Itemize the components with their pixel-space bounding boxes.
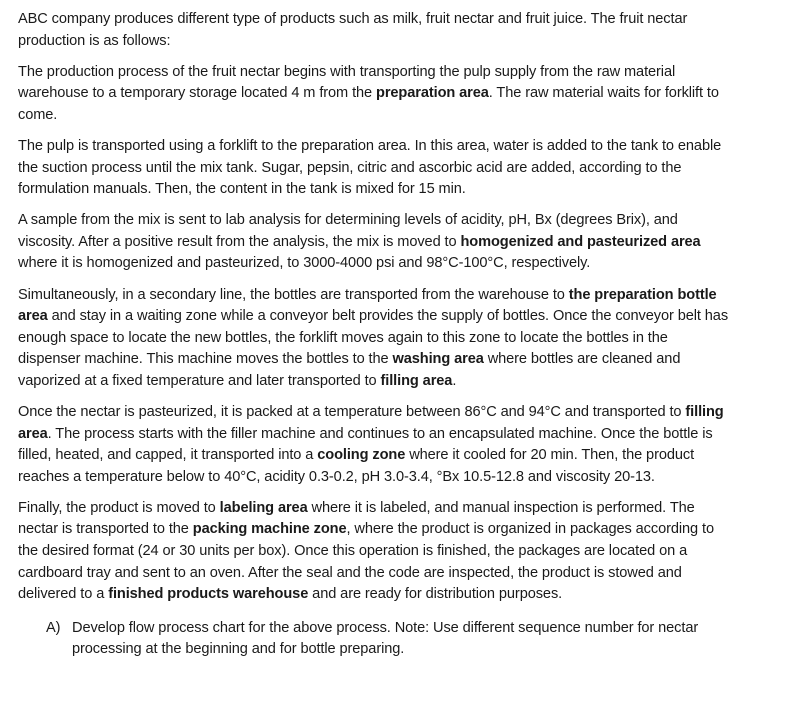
bold-term-preparation-area: preparation area xyxy=(376,85,489,102)
question-text: Develop flow process chart for the above process. Note: Use different sequence number for nectar processing at the beginning and for bottle preparing. xyxy=(72,619,699,658)
bold-term-filling-area: filling area xyxy=(18,404,724,442)
bold-term-labeling-area: labeling area xyxy=(219,499,308,516)
intro-paragraph xyxy=(18,9,732,52)
text-run: and are ready for distribution purposes. xyxy=(308,586,563,603)
paragraph-preparation xyxy=(18,136,732,201)
document-page xyxy=(18,9,732,671)
text-run: Finally, the product is moved to xyxy=(18,499,220,516)
text-run: Simultaneously, in a secondary line, the bottles are transported from the warehouse to xyxy=(18,286,569,303)
paragraph-lab-analysis xyxy=(18,210,732,275)
bold-term-finished-products-warehouse: finished products warehouse xyxy=(108,586,309,603)
text-run: where it is labeled, and manual inspection is performed. The nectar is transported to the xyxy=(18,499,695,538)
text-run: where bottles are cleaned and vaporized at a fixed temperature and later transported to xyxy=(18,351,681,389)
bold-term-filling-area: filling area xyxy=(380,372,453,389)
question-label: A) xyxy=(46,619,61,636)
text-run: Once the nectar is pasteurized, it is packed at a temperature between 86°C and 94°C and transported to xyxy=(18,404,686,420)
text-run: . The raw material waits for forklift to come. xyxy=(18,85,719,123)
text-run: where it is homogenized and pasteurized, to 3000-4000 psi and 98°C-100°C, respectively. xyxy=(18,255,591,272)
text-run: , where the product is organized in packages according to the desired format (24 or 30 units per box). Once this operation is finished, the packages are located on a cardboard tray and sent to an oven. After the seal and the code are inspected, the product is stowed and delivered to a xyxy=(18,521,714,603)
text-run: . xyxy=(452,372,457,389)
bold-term-cooling-zone: cooling zone xyxy=(317,447,406,464)
text-run: . The process starts with the filler machine and continues to an encapsulated machine. Once the bottle is filled, heated, and capped, it transported into a xyxy=(18,425,713,464)
paragraph-packing xyxy=(18,498,732,606)
text-run: The pulp is transported using a forklift to the preparation area. In this area, water is added to the tank to enable the suction process until the mix tank. Sugar, pepsin, citric and ascorbic acid are added, according to the formulation manuals. Then, the content in the tank is mixed for 15 min. xyxy=(18,137,722,198)
bold-term-washing-area: washing area xyxy=(392,351,484,368)
question-item xyxy=(18,618,732,671)
text-run: A sample from the mix is sent to lab analysis for determining levels of acidity, pH, Bx (degrees Brix), and viscosity. After a positive result from the analysis, the mix is moved to xyxy=(18,212,678,250)
text-run: and stay in a waiting zone while a conveyor belt provides the supply of bottles. Once the conveyor belt has enough space to locate the new bottles, the forklift moves again to this zone to locate the bottles in the dispenser machine. This machine moves the bottles to the xyxy=(18,308,729,368)
bold-term-homogenized-area: homogenized and pasteurized area xyxy=(460,233,701,250)
text-run: where it cooled for 20 min. Then, the product reaches a temperature below to 40°C, acidity 0.3-0.2, pH 3.0-3.4, °Bx 10.5-12.8 and viscosity 20-13. xyxy=(18,447,695,485)
paragraph-filling xyxy=(18,402,732,488)
paragraph-pulp-transport xyxy=(18,62,732,127)
paragraph-bottle-line xyxy=(18,285,732,393)
text-run: The production process of the fruit nectar begins with transporting the pulp supply from the raw material warehouse to a temporary storage located 4 m from the xyxy=(18,63,676,102)
intro-text: ABC company produces different type of products such as milk, fruit nectar and fruit juice. The fruit nectar production is as follows: xyxy=(18,11,688,49)
bold-term-packing-machine-zone: packing machine zone xyxy=(192,521,347,538)
bold-term-preparation-bottle-area: the preparation bottle area xyxy=(18,286,717,325)
